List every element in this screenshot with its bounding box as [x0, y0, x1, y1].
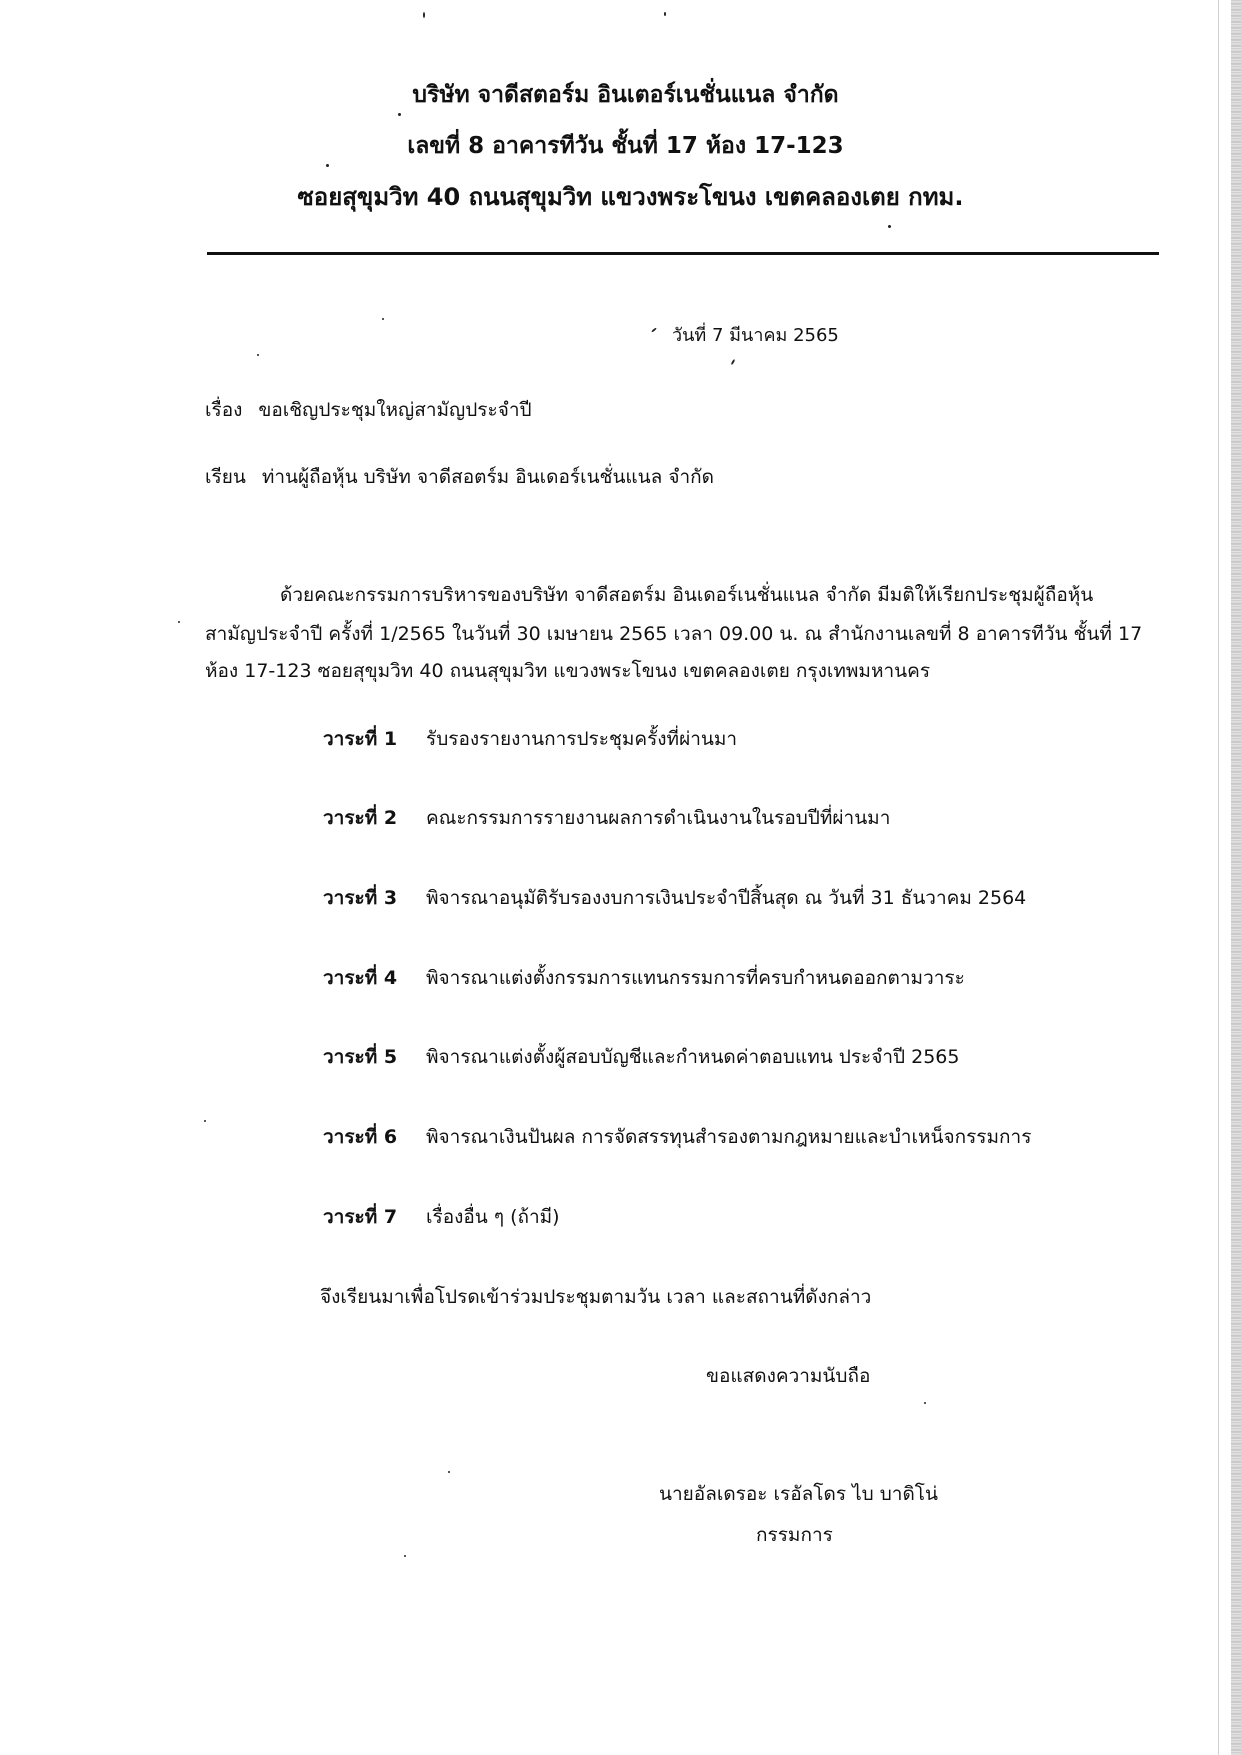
- agenda-item: [323, 724, 737, 754]
- agenda-item-text: เรื่องอื่น ๆ (ถ้ามี): [426, 1206, 560, 1228]
- agenda-item-label: วาระที่ 4: [323, 967, 398, 989]
- agenda-item-text: พิจารณาเงินปันผล การจัดสรรทุนสำรองตามกฎหมายและบำเหน็จกรรมการ: [426, 1126, 1032, 1148]
- agenda-item-text: คณะกรรมการรายงานผลการดำเนินงานในรอบปีที่ผ่านมา: [426, 807, 891, 829]
- company-address-line-1: เลขที่ 8 อาคารทีวัน ชั้นที่ 17 ห้อง 17-123: [407, 133, 844, 159]
- agenda-item: [323, 1122, 1031, 1152]
- recipient-line: [205, 462, 714, 492]
- scan-edge-line: [1218, 0, 1219, 1755]
- agenda-item-label: วาระที่ 1: [323, 728, 398, 750]
- agenda-item-label: วาระที่ 7: [323, 1206, 398, 1228]
- agenda-item-text: พิจารณาแต่งตั้งกรรมการแทนกรรมการที่ครบกำหนดออกตามวาระ: [426, 967, 965, 989]
- subject-line: [205, 395, 532, 425]
- agenda-item: [323, 883, 1026, 913]
- scan-speck: [664, 12, 666, 16]
- recipient-label: เรียน: [205, 466, 246, 488]
- scan-speck: [382, 318, 384, 320]
- regards: ขอแสดงความนับถือ: [706, 1365, 871, 1387]
- company-address-line-2: ซอยสุขุมวิท 40 ถนนสุขุมวิท แขวงพระโขนง เขตคลองเตย กทม.: [297, 183, 964, 211]
- agenda-item-text: รับรองรายงานการประชุมครั้งที่ผ่านมา: [426, 728, 738, 750]
- scan-edge: [1231, 0, 1241, 1755]
- scan-speck: [731, 359, 736, 365]
- recipient-text: ท่านผู้ถือหุ้น บริษัท จาดีสอตร์ม อินเดอร์เนชั่นแนล จำกัด: [261, 466, 714, 488]
- agenda-item-text: พิจารณาแต่งตั้งผู้สอบบัญชีและกำหนดค่าตอบแทน ประจำปี 2565: [426, 1046, 960, 1068]
- agenda-item-label: วาระที่ 6: [323, 1126, 398, 1148]
- body-line-3: ห้อง 17-123 ซอยสุขุมวิท 40 ถนนสุขุมวิท แขวงพระโขนง เขตคลองเตย กรุงเทพมหานคร: [205, 660, 931, 682]
- subject-text: ขอเชิญประชุมใหญ่สามัญประจำปี: [258, 399, 532, 421]
- agenda-item-label: วาระที่ 3: [323, 887, 398, 909]
- scan-speck: [398, 113, 401, 116]
- body-line-1: ด้วยคณะกรรมการบริหารของบริษัท จาดีสอตร์ม อินเดอร์เนชั่นแนล จำกัด มีมติให้เรียกประชุมผู้ถือหุ้น: [280, 584, 1094, 606]
- company-name: บริษัท จาดีสตอร์ม อินเตอร์เนชั่นแนล จำกัด: [412, 82, 839, 108]
- scan-speck: [423, 12, 425, 18]
- scan-speck: [924, 1402, 926, 1404]
- subject-label: เรื่อง: [205, 399, 243, 421]
- scan-speck: [178, 621, 180, 623]
- agenda-item: [323, 963, 965, 993]
- signatory-title: กรรมการ: [756, 1524, 833, 1546]
- agenda-item: [323, 1202, 560, 1232]
- letterhead-divider: [207, 252, 1159, 255]
- agenda-item-label: วาระที่ 2: [323, 807, 398, 829]
- scan-speck: [257, 354, 259, 356]
- agenda-item: [323, 803, 890, 833]
- scan-speck: [326, 164, 329, 167]
- agenda-item-text: พิจารณาอนุมัติรับรองงบการเงินประจำปีสิ้นสุด ณ วันที่ 31 ธันวาคม 2564: [426, 887, 1027, 909]
- agenda-item: [323, 1042, 959, 1072]
- body-line-2: สามัญประจำปี ครั้งที่ 1/2565 ในวันที่ 30 เมษายน 2565 เวลา 09.00 น. ณ สำนักงานเลขที่ 8 อาคารทีวัน ชั้นที่ 17: [205, 623, 1143, 645]
- scan-speck: [448, 1471, 450, 1473]
- scan-speck: [404, 1555, 406, 1557]
- scan-speck: [888, 225, 891, 228]
- signatory-name: นายอัลเดรอะ เรอัลโดร ไบ บาดิโน่: [659, 1483, 938, 1505]
- closing-sentence: จึงเรียนมาเพื่อโปรดเข้าร่วมประชุมตามวัน เวลา และสถานที่ดังกล่าว: [320, 1286, 872, 1308]
- scan-speck: [204, 1120, 206, 1122]
- agenda-item-label: วาระที่ 5: [323, 1046, 398, 1068]
- scan-speck: [651, 327, 657, 332]
- letter-date: วันที่ 7 มีนาคม 2565: [672, 325, 839, 346]
